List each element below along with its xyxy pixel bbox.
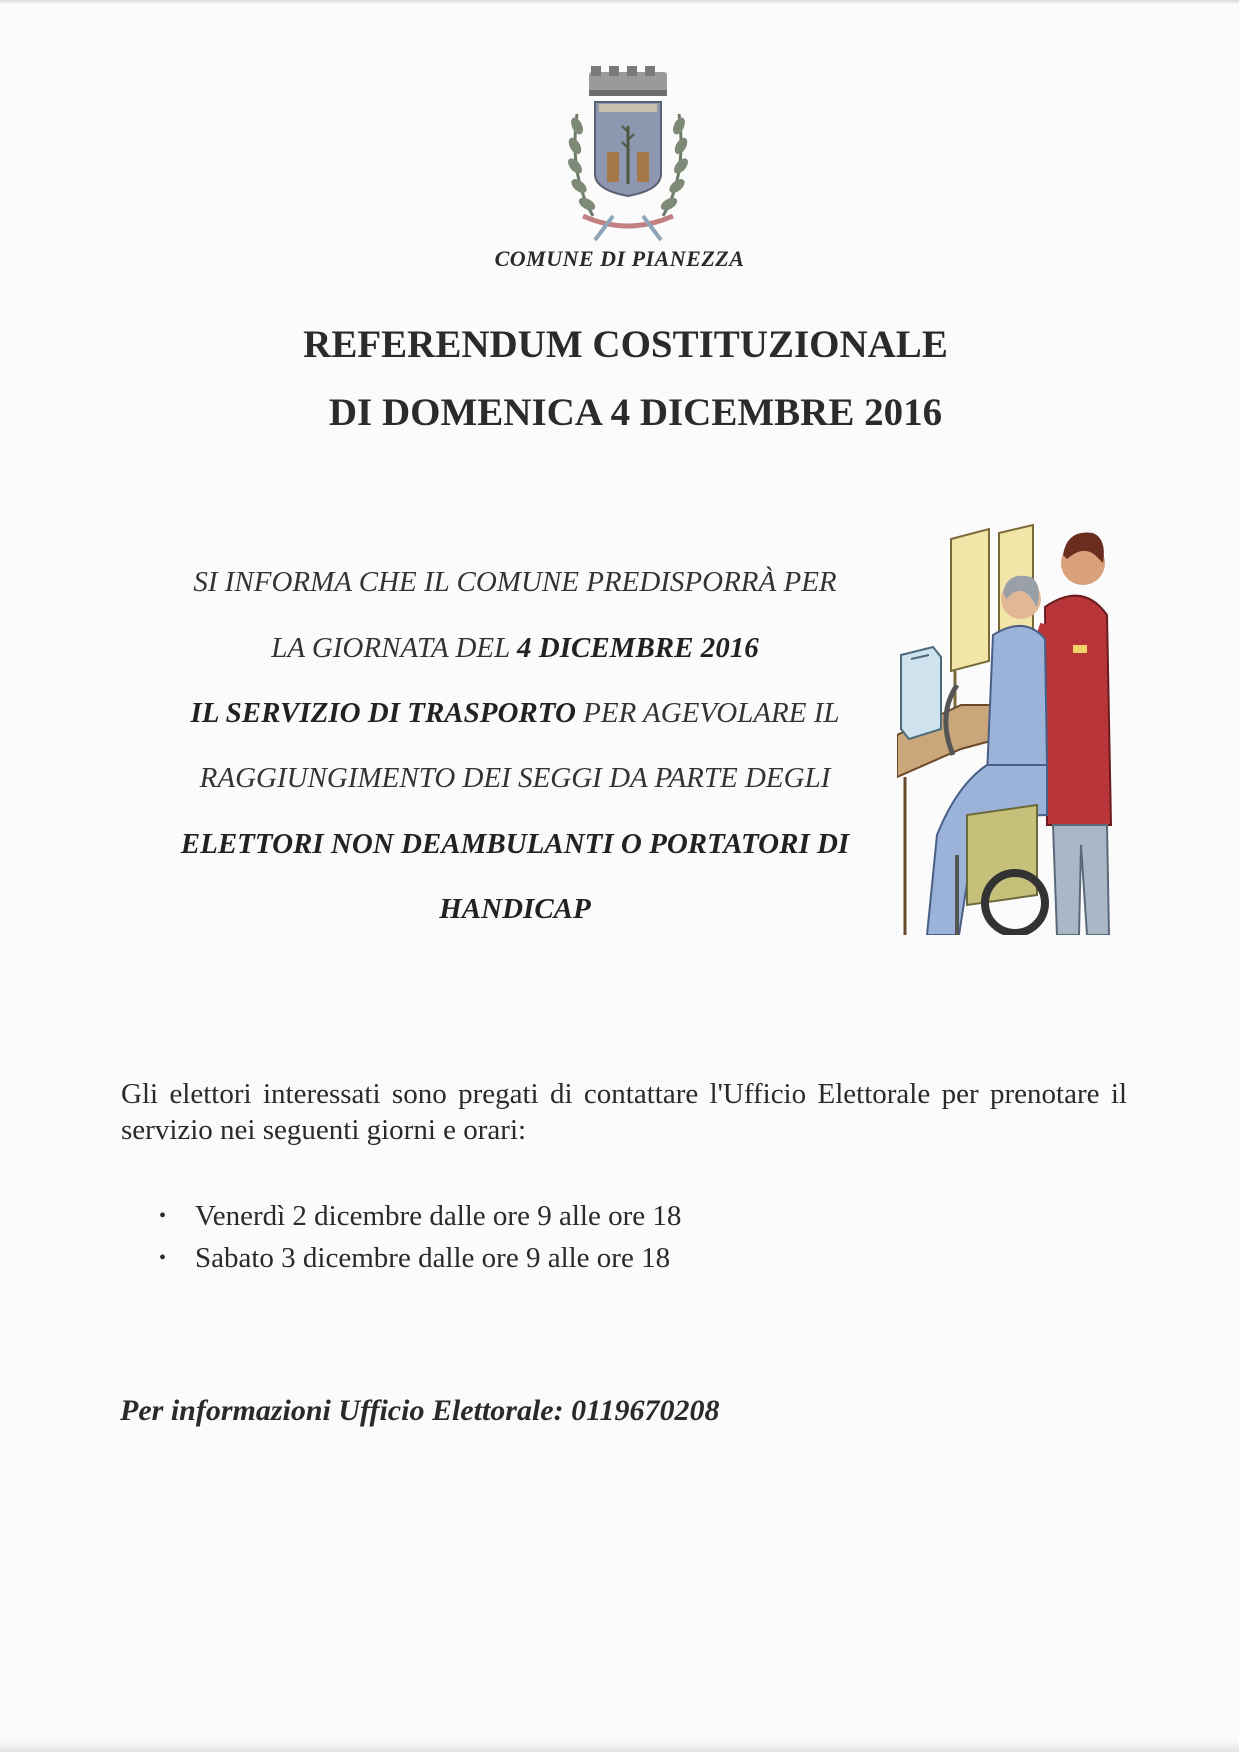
notice-target-handicap: HANDICAP xyxy=(439,893,591,925)
notice-line-3 xyxy=(90,697,940,730)
schedule-list xyxy=(155,1195,1055,1279)
info-phone-line: Per informazioni Ufficio Elettorale: 0119670208 xyxy=(120,1394,720,1427)
notice-line-4: RAGGIUNGIMENTO DEI SEGGI DA PARTE DEGLI xyxy=(199,762,831,794)
scan-edge-bottom xyxy=(0,1740,1239,1752)
notice-line-2 xyxy=(90,632,940,665)
coat-of-arms-icon xyxy=(563,66,693,244)
notice-target-voters: ELETTORI NON DEAMBULANTI O PORTATORI DI xyxy=(180,828,850,860)
bullet-icon: • xyxy=(159,1247,167,1269)
page-title-line-2: DI DOMENICA 4 DICEMBRE 2016 xyxy=(328,391,943,434)
notice-line-2-text: LA GIORNATA DEL xyxy=(271,632,517,664)
notice-line-3-text: PER AGEVOLARE IL xyxy=(575,697,840,729)
schedule-item-text: Venerdì 2 dicembre dalle ore 9 alle ore 18 xyxy=(195,1200,682,1232)
bullet-icon: • xyxy=(159,1205,167,1227)
notice-service: IL SERVIZIO DI TRASPORTO xyxy=(190,697,576,729)
schedule-item-saturday xyxy=(155,1237,1055,1279)
municipality-name: COMUNE DI PIANEZZA xyxy=(494,246,745,271)
contact-paragraph: Gli elettori interessati sono pregati di contattare l'Ufficio Elettorale per prenotare il servizio nei seguenti giorni e orari: xyxy=(121,1078,1127,1146)
notice-line-1: SI INFORMA CHE IL COMUNE PREDISPORRÀ PER xyxy=(193,566,837,598)
notice-line-6 xyxy=(90,893,940,926)
wheelchair-voter-icon xyxy=(897,515,1119,935)
notice-date: 4 DICEMBRE 2016 xyxy=(517,632,759,664)
page-title-line-1: REFERENDUM COSTITUZIONALE xyxy=(303,323,948,366)
schedule-item-text: Sabato 3 dicembre dalle ore 9 alle ore 18 xyxy=(195,1242,671,1274)
notice-line-5 xyxy=(90,828,940,861)
schedule-item-friday xyxy=(155,1195,1055,1237)
scan-edge-top xyxy=(0,0,1239,4)
